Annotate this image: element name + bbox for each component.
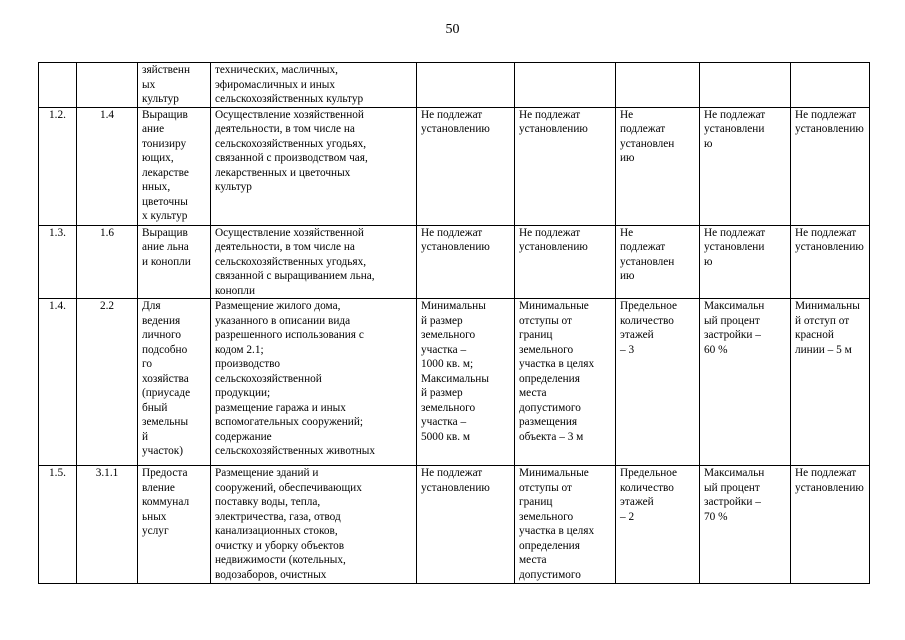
use-name-cell: Выращив ание тонизиру ющих, лекарстве нных, цветочны х культур <box>138 107 211 225</box>
lot-size-cell <box>417 63 515 108</box>
floors-cell <box>616 63 700 108</box>
use-code-cell: 3.1.1 <box>77 466 138 584</box>
row-number-cell: 1.2. <box>39 107 77 225</box>
use-description-cell: Размещение зданий и сооружений, обеспечивающих поставку воды, тепла, электричества, газа, отвод канализационных стоков, очистку и уборку объектов недвижимости (котельных, водозаборов, очистных <box>211 466 417 584</box>
lot-size-cell: Минимальны й размер земельного участка – 1000 кв. м; Максимальны й размер земельного участка – 5000 кв. м <box>417 299 515 466</box>
row-number-cell: 1.5. <box>39 466 77 584</box>
setback-cell: Минимальные отступы от границ земельного участка в целях определения места допустимого <box>515 466 616 584</box>
use-code-cell <box>77 63 138 108</box>
table-row <box>39 466 870 584</box>
red-line-cell <box>791 63 870 108</box>
use-description-cell: Осуществление хозяйственной деятельности, в том числе на сельскохозяйственных угодьях, связанной с производством чая, лекарственных и цветочных культур <box>211 107 417 225</box>
setback-cell <box>515 63 616 108</box>
table-row <box>39 107 870 225</box>
use-description-cell: Осуществление хозяйственной деятельности, в том числе на сельскохозяйственных угодьях, связанной с выращиванием льна, конопли <box>211 225 417 299</box>
floors-cell: Предельное количество этажей – 2 <box>616 466 700 584</box>
lot-size-cell: Не подлежат установлению <box>417 107 515 225</box>
use-name-cell: Выращив ание льна и конопли <box>138 225 211 299</box>
row-number-cell <box>39 63 77 108</box>
table-row <box>39 63 870 108</box>
use-code-cell: 1.6 <box>77 225 138 299</box>
lot-size-cell: Не подлежат установлению <box>417 466 515 584</box>
use-description-cell: технических, масличных, эфиромасличных и иных сельскохозяйственных культур <box>211 63 417 108</box>
coverage-cell: Максимальн ый процент застройки – 70 % <box>700 466 791 584</box>
setback-cell: Минимальные отступы от границ земельного участка в целях определения места допустимого размещения объекта – 3 м <box>515 299 616 466</box>
row-number-cell: 1.3. <box>39 225 77 299</box>
use-code-cell: 2.2 <box>77 299 138 466</box>
lot-size-cell: Не подлежат установлению <box>417 225 515 299</box>
table-row <box>39 299 870 466</box>
floors-cell: Не подлежат установлен ию <box>616 225 700 299</box>
coverage-cell: Максимальн ый процент застройки – 60 % <box>700 299 791 466</box>
red-line-cell: Не подлежат установлению <box>791 107 870 225</box>
table-row <box>39 225 870 299</box>
use-name-cell: зяйственн ых культур <box>138 63 211 108</box>
use-code-cell: 1.4 <box>77 107 138 225</box>
red-line-cell: Не подлежат установлению <box>791 225 870 299</box>
red-line-cell: Минимальны й отступ от красной линии – 5 м <box>791 299 870 466</box>
coverage-cell: Не подлежат установлени ю <box>700 107 791 225</box>
red-line-cell: Не подлежат установлению <box>791 466 870 584</box>
regulations-table <box>38 62 870 584</box>
coverage-cell: Не подлежат установлени ю <box>700 225 791 299</box>
use-description-cell: Размещение жилого дома, указанного в описании вида разрешенного использования с кодом 2.1; производство сельскохозяйственной продукции; размещение гаража и иных вспомогательных сооружений; содержание сельскохозяйственных животных <box>211 299 417 466</box>
setback-cell: Не подлежат установлению <box>515 225 616 299</box>
use-name-cell: Для ведения личного подсобно го хозяйства (приусаде бный земельны й участок) <box>138 299 211 466</box>
row-number-cell: 1.4. <box>39 299 77 466</box>
floors-cell: Не подлежат установлен ию <box>616 107 700 225</box>
use-name-cell: Предоста вление коммунал ьных услуг <box>138 466 211 584</box>
setback-cell: Не подлежат установлению <box>515 107 616 225</box>
coverage-cell <box>700 63 791 108</box>
page-number: 50 <box>445 22 460 37</box>
floors-cell: Предельное количество этажей – 3 <box>616 299 700 466</box>
